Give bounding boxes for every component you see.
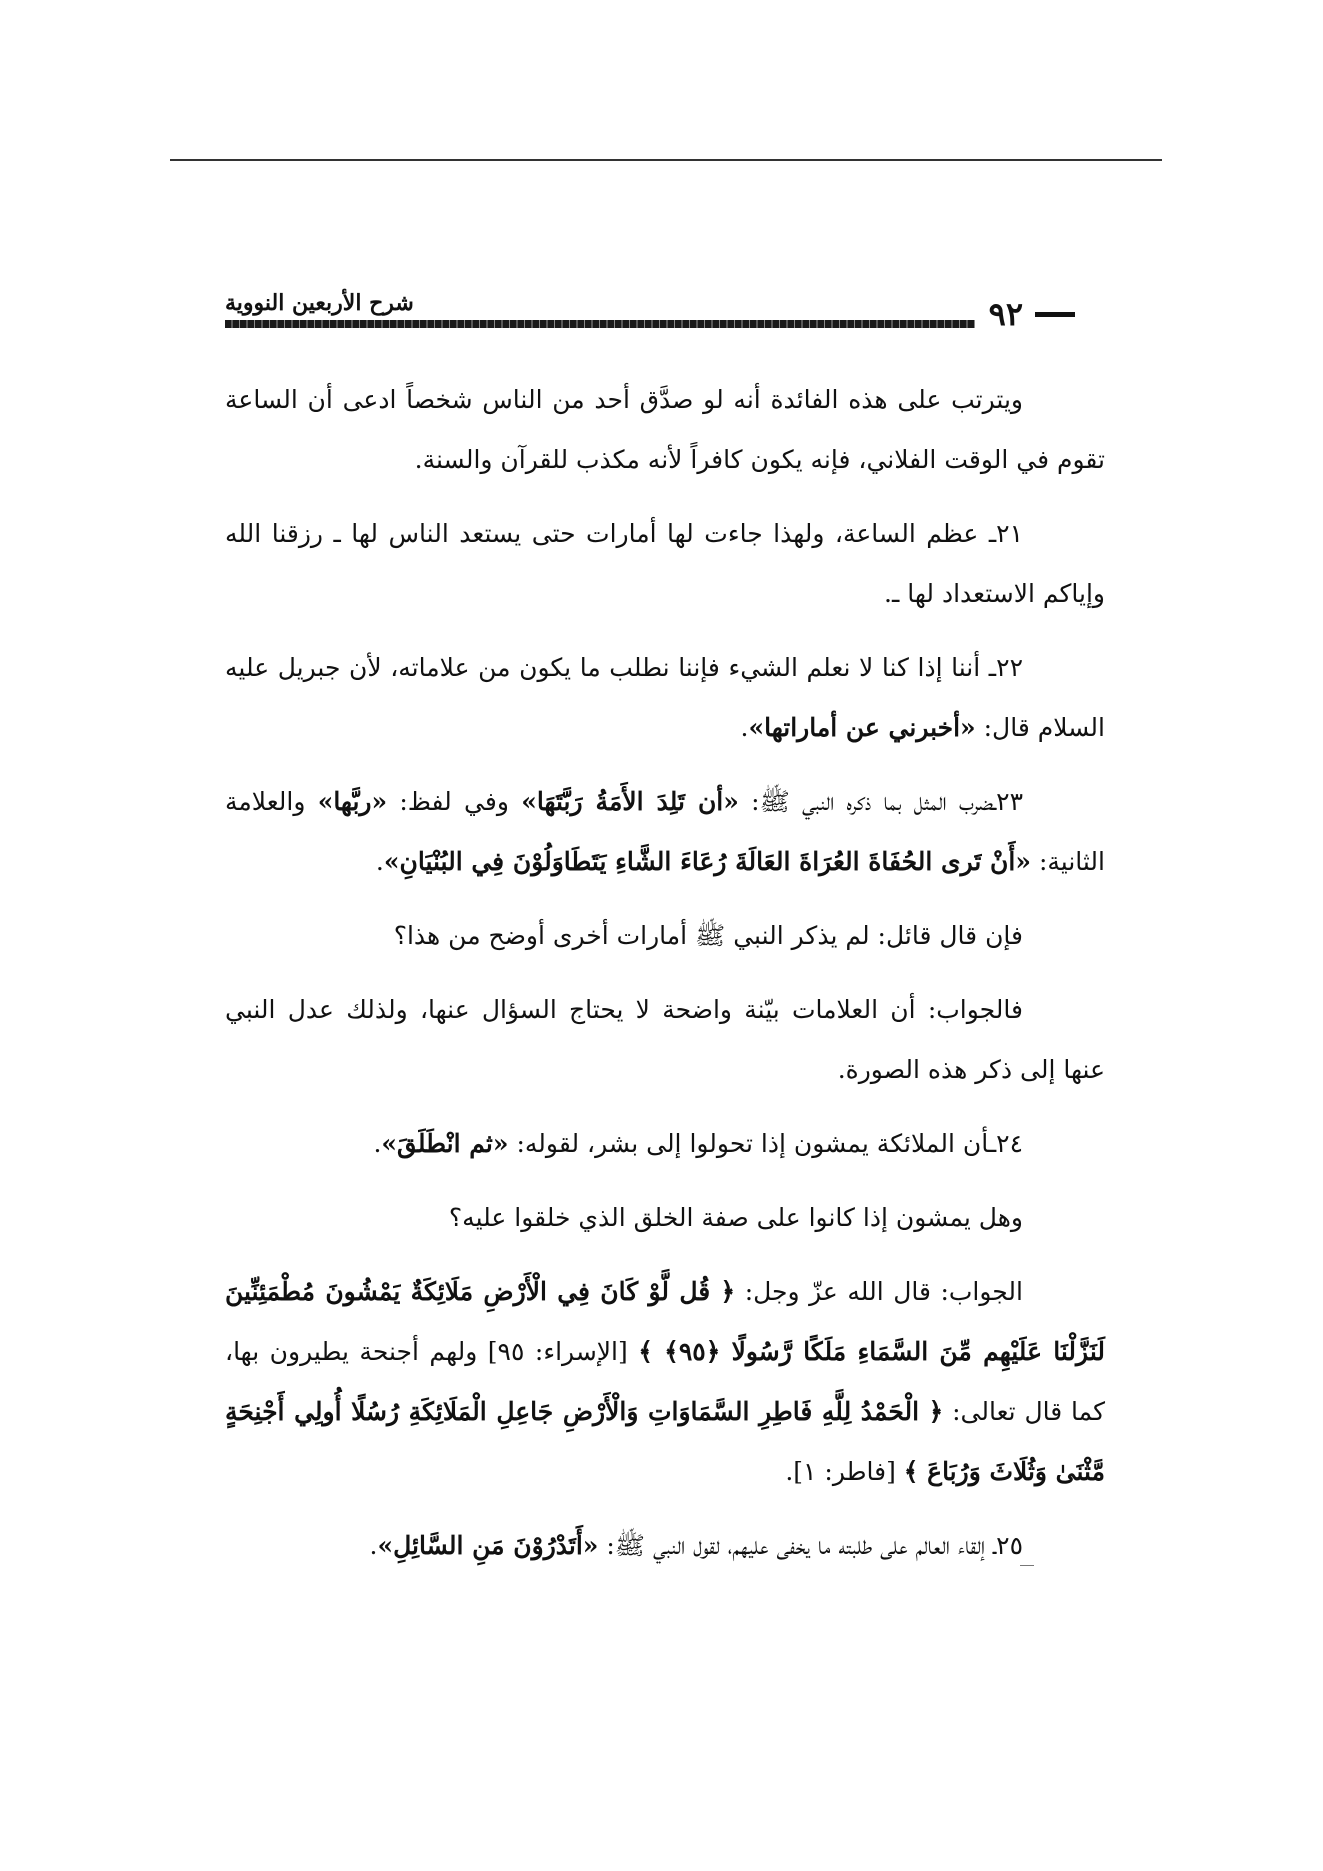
paragraph-text: وفي لفظ: <box>387 787 522 816</box>
hadith-quote: «أن تَلِدَ الأَمَةُ رَبَّتَهَا» <box>521 787 739 816</box>
page-number-bar <box>1035 312 1075 317</box>
scan-mark <box>1020 1565 1034 1566</box>
paragraph-text: وهل يمشون إذا كانوا على صفة الخلق الذي خلقوا عليه؟ <box>448 1203 1023 1232</box>
paragraph-text: ٢٥ـ إلقاء العالم على طلبته ما يخفى عليهم، لقول النبي ﷺ: <box>598 1531 1023 1560</box>
paragraph-text: ٢٣ـضرب المثل بما ذكره النبي ﷺ: <box>738 787 1023 816</box>
paragraph-21 <box>225 504 1105 624</box>
paragraph-22 <box>225 638 1105 758</box>
page-number-group <box>988 295 1075 333</box>
paragraph-text: فالجواب: أن العلامات بيّنة واضحة لا يحتاج السؤال عنها، ولذلك عدل النبي عنها إلى ذكر هذه الصورة. <box>225 995 1105 1084</box>
paragraph-text: ويترتب على هذه الفائدة أنه لو صدَّق أحد من الناس شخصاً ادعى أن الساعة تقوم في الوقت الفلاني، فإنه يكون كافراً لأنه مكذب للقرآن والسنة. <box>225 385 1105 474</box>
paragraph-question <box>225 906 1105 966</box>
paragraph-23 <box>225 772 1105 892</box>
top-rule <box>170 159 1162 161</box>
paragraph-text: . <box>369 1531 378 1560</box>
page-body <box>225 370 1105 1590</box>
paragraph-text: والعلامة الثانية: <box>225 787 1105 876</box>
paragraph-text: ٢١ـ عظم الساعة، ولهذا جاءت لها أمارات حتى يستعد الناس لها ـ رزقنا الله وإياكم الاستعداد لها ـ. <box>225 519 1105 608</box>
book-title: شرح الأربعين النووية <box>225 290 414 316</box>
paragraph-text: . <box>373 1129 382 1158</box>
paragraph-24 <box>225 1114 1105 1174</box>
paragraph-text: [الإسراء: ٩٥] ولهم أجنحة يطيرون بها، كما قال تعالى: <box>225 1337 1105 1426</box>
quran-verse: ﴿ الْحَمْدُ لِلَّهِ فَاطِرِ السَّمَاوَاتِ وَالْأَرْضِ جَاعِلِ الْمَلَائِكَةِ رُسُلًا أُولِي أَجْنِحَةٍ مَّثْنَىٰ وَثُلَاثَ وَرُبَاعَ ﴾ <box>225 1397 1105 1486</box>
hadith-quote: «أَتَدْرُوْنَ مَنِ السَّائِلِ» <box>377 1531 599 1560</box>
paragraph-1 <box>225 370 1105 490</box>
hadith-quote: «ثم انْطَلَقَ» <box>381 1129 509 1158</box>
paragraph-answer-2 <box>225 1262 1105 1502</box>
running-header <box>225 290 1075 340</box>
page-number: ٩٢ <box>988 295 1023 333</box>
paragraph-text: فإن قال قائل: لم يذكر النبي ﷺ أمارات أخرى أوضح من هذا؟ <box>393 921 1023 950</box>
quran-verse: ﴿ قُل لَّوْ كَانَ فِي الْأَرْضِ مَلَائِكَةٌ يَمْشُونَ مُطْمَئِنِّينَ لَنَزَّلْنَا عَلَيْهِم مِّنَ السَّمَاءِ مَلَكًا رَّسُولًا ﴿٩٥﴾ ﴾ <box>225 1277 1105 1366</box>
paragraph-text: ٢٤ـأن الملائكة يمشون إذا تحولوا إلى بشر، لقوله: <box>508 1129 1023 1158</box>
paragraph-25 <box>225 1516 1105 1576</box>
header-ornament-band <box>225 320 975 328</box>
paragraph-text: . <box>740 713 749 742</box>
paragraph-answer <box>225 980 1105 1100</box>
hadith-quote: «أخبرني عن أماراتها» <box>748 713 976 742</box>
paragraph-text: الجواب: قال الله عزّ وجل: <box>735 1277 1023 1306</box>
paragraph-question-2 <box>225 1188 1105 1248</box>
hadith-quote: «أَنْ تَرى الحُفَاةَ العُرَاةَ العَالَةَ رُعَاءَ الشَّاءِ يَتَطَاوَلُوْنَ فِي البُنْيَانِ» <box>383 847 1031 876</box>
hadith-quote: «ربَّها» <box>317 787 388 816</box>
paragraph-text: [فاطر: ١]. <box>785 1457 904 1486</box>
paragraph-text: . <box>375 847 384 876</box>
paragraph-text: ٢٢ـ أننا إذا كنا لا نعلم الشيء فإننا نطلب ما يكون من علاماته، لأن جبريل عليه السلام قال: <box>225 653 1105 742</box>
